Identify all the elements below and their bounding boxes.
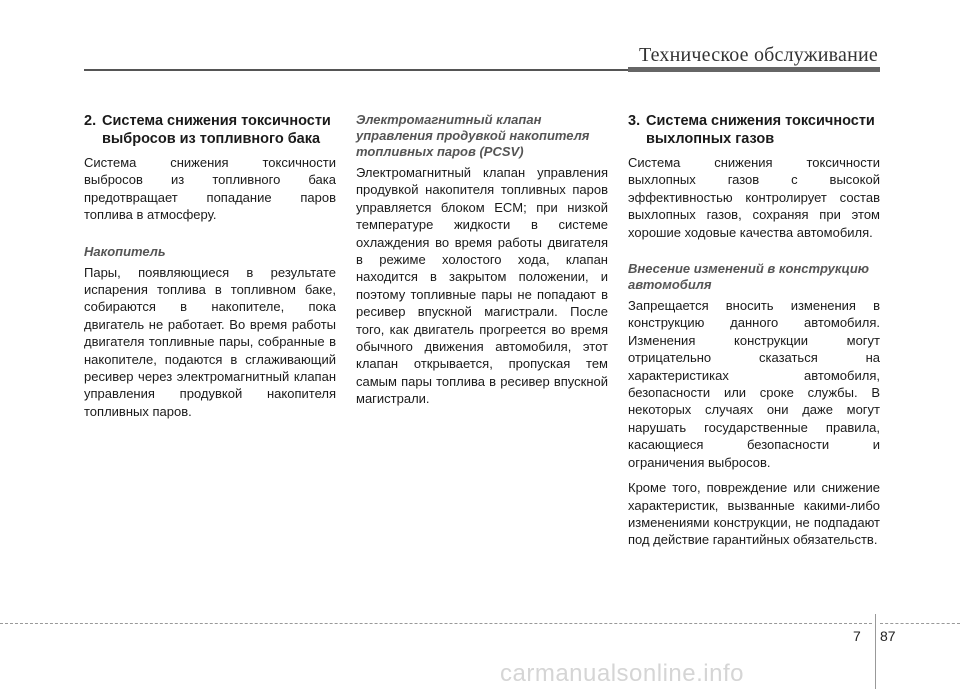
section-title: Система снижения токсичности выбросов из топливного бака — [102, 113, 331, 147]
watermark: carmanualsonline.info — [500, 660, 744, 687]
subsection-heading: Внесение изменений в конструкцию автомобиля — [628, 261, 870, 293]
page-number: 87 — [880, 628, 896, 644]
paragraph: Пары, появляющиеся в результате испарения топлива в топливном баке, собираются в накопителе, пока двигатель не работает. Во время работы двигателя топливные пары, собранные в накопителе, подаются в сглаживающий ресивер через электромагнитный клапан управления продувкой накопителя топливных паров. — [84, 264, 336, 419]
column-2 — [356, 112, 608, 416]
paragraph: Запрещается вносить изменения в конструкцию данного автомобиля. Изменения конструкции могут отрицательно сказаться на характеристиках автомобиля, безопасности или сроке службы. В некоторых случаях они даже могут нарушать государственные правила, касающиеся безопасности и ограничения выбросов. — [628, 298, 880, 470]
footer-divider — [880, 623, 960, 624]
column-1 — [84, 112, 336, 428]
subsection-heading: Накопитель — [84, 243, 166, 259]
footer-vertical-divider — [875, 614, 876, 689]
header-accent-bar — [628, 67, 880, 72]
paragraph: Кроме того, повреждение или снижение характеристик, вызванные какими-либо изменениями конструкции, не подпадают под действие гарантийных обязательств. — [628, 480, 880, 548]
section-number: 3. — [628, 113, 641, 129]
page-header-title: Техническое обслуживание — [638, 44, 878, 66]
footer-divider — [0, 623, 872, 624]
paragraph: Электромагнитный клапан управления продувкой накопителя топливных паров управляется блоком ECM; при низкой температуре жидкости в системе охлаждения во время работы двигателя в режиме холостого хода, клапан находится в закрытом положении, и поэтому топливные пары не попадают в ресивер впускной магистрали. После того, как двигатель прогреется во время обычного движения автомобиля, этот клапан открывается, пропуская тем самым пары топлива в ресивер впускной магистрали. — [356, 165, 608, 407]
section-heading — [628, 112, 880, 148]
subsection-heading: Электромагнитный клапан управления продувкой накопителя топливных паров (PCSV) — [356, 112, 590, 159]
paragraph: Система снижения токсичности выбросов из топливного бака предотвращает попадание паров топлива в атмосферу. — [84, 155, 336, 223]
chapter-number: 7 — [853, 628, 861, 644]
section-title: Система снижения токсичности выхлопных газов — [646, 113, 875, 147]
section-heading — [84, 112, 336, 148]
column-3 — [628, 112, 880, 557]
paragraph: Система снижения токсичности выхлопных газов с высокой эффективностью контролирует состав выхлопных газов, сохраняя при этом хорошие ходовые качества автомобиля. — [628, 155, 880, 240]
section-number: 2. — [84, 113, 97, 129]
